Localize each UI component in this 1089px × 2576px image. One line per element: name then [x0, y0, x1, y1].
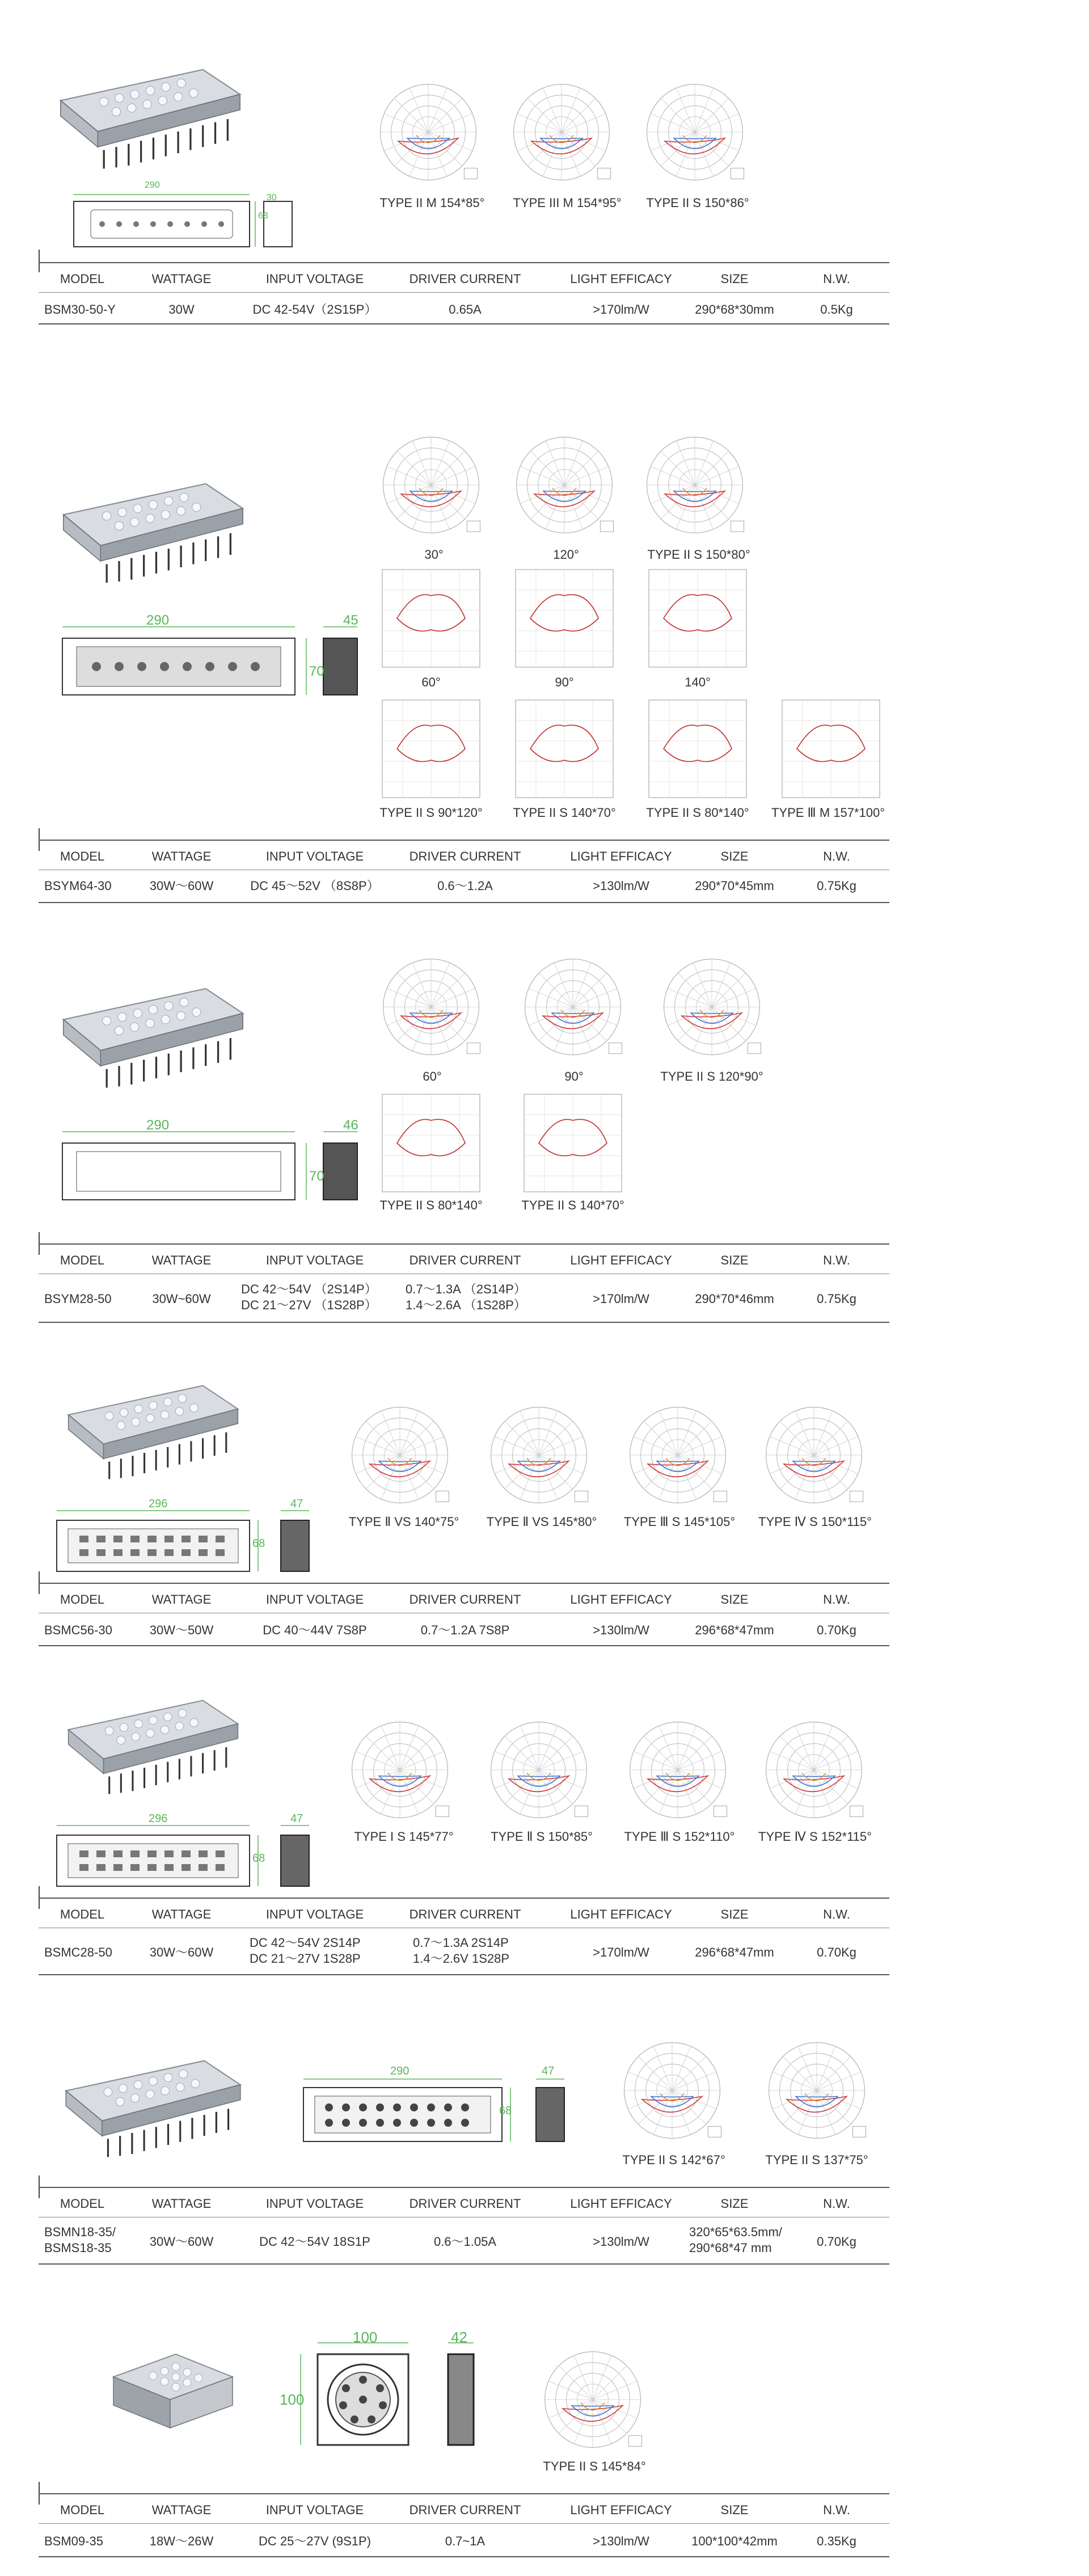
curve-caption-1-1: TYPE II M 154*85°	[379, 196, 485, 210]
dim-height-6: 68	[499, 2105, 512, 2117]
header-model-7: MODEL	[60, 2503, 105, 2517]
product-image-5	[57, 1693, 250, 1801]
header-size-7: SIZE	[720, 2503, 749, 2517]
dim-depth-2: 45	[343, 613, 358, 628]
cell-voltage-4: DC 40～44V 7S8P	[263, 1623, 367, 1637]
cartesian-curve-2-4	[380, 567, 482, 669]
dim-depth-5: 47	[290, 1812, 303, 1825]
polar-curve-2-2	[510, 431, 618, 539]
dim-length-3: 290	[146, 1118, 170, 1133]
curve-caption-2-8: TYPE II S 140*70°	[513, 806, 616, 820]
header-size-6: SIZE	[720, 2196, 749, 2211]
polar-curve-4-1	[346, 1401, 454, 1509]
curve-caption-2-5: 90°	[555, 675, 574, 689]
header-voltage-2: INPUT VOLTAGE	[265, 849, 364, 863]
header-current-7: DRIVER CURRENT	[409, 2503, 521, 2517]
product-image-1	[48, 62, 252, 176]
rule-bottom-5	[39, 1974, 889, 1975]
dimension-drawing-7	[278, 2332, 527, 2456]
cell-wattage-1: 30W	[168, 302, 195, 317]
cell-efficacy-7: >130lm/W	[593, 2534, 649, 2548]
cell-nw-4: 0.70Kg	[817, 1623, 856, 1637]
header-nw-2: N.W.	[823, 849, 850, 863]
rule-bottom-3	[39, 1322, 889, 1323]
cell-model-7: BSM09-35	[44, 2534, 103, 2548]
cell-model-6a: BSMN18-35/	[44, 2225, 116, 2239]
cell-model-1: BSM30-50-Y	[44, 302, 116, 317]
product-image-2	[51, 477, 255, 590]
cell-current-3a: 0.7～1.3A （2S14P）	[406, 1282, 526, 1296]
rule-top-2	[39, 840, 889, 841]
header-wattage-3: WATTAGE	[151, 1253, 212, 1267]
header-voltage-5: INPUT VOLTAGE	[265, 1907, 364, 1921]
dim-length-6: 290	[390, 2065, 410, 2077]
dim-height-2: 70	[309, 664, 324, 679]
curve-caption-6-1: TYPE II S 142*67°	[622, 2153, 725, 2167]
curve-caption-2-7: TYPE II S 90*120°	[379, 806, 483, 820]
cell-voltage-3a: DC 42～54V （2S14P）	[241, 1282, 377, 1296]
dimension-drawing-6	[295, 2071, 579, 2150]
product-image-6	[54, 2054, 252, 2164]
curve-caption-1-2: TYPE III M 154*95°	[513, 196, 622, 210]
polar-curve-2-3	[641, 431, 749, 539]
cartesian-curve-2-8	[513, 698, 615, 800]
dimension-drawing-3	[57, 1120, 369, 1211]
header-voltage-7: INPUT VOLTAGE	[265, 2503, 364, 2517]
polar-curve-7-1	[539, 2346, 647, 2453]
header-efficacy-4: LIGHT EFFICACY	[570, 1592, 672, 1607]
dim-depth-7: 42	[451, 2329, 467, 2346]
rule-mid-7	[39, 2523, 889, 2524]
cell-size-5: 296*68*47mm	[695, 1945, 774, 1959]
rule-bottom-1	[39, 323, 889, 324]
polar-curve-5-2	[485, 1716, 593, 1824]
polar-curve-3-1	[377, 953, 485, 1061]
cell-current-7: 0.7~1A	[445, 2534, 486, 2548]
dim-length-4: 296	[149, 1498, 168, 1510]
polar-curve-1-2	[508, 78, 615, 186]
curve-caption-4-2: TYPE Ⅱ VS 145*80°	[486, 1515, 597, 1529]
header-size-5: SIZE	[720, 1907, 749, 1921]
cell-current-3b: 1.4～2.6A （1S28P）	[406, 1298, 526, 1312]
header-efficacy-2: LIGHT EFFICACY	[570, 849, 672, 863]
header-nw-7: N.W.	[823, 2503, 850, 2517]
curve-caption-2-10: TYPE Ⅲ M 157*100°	[771, 806, 885, 820]
polar-curve-1-3	[641, 78, 749, 186]
rule-bottom-6	[39, 2263, 889, 2265]
header-wattage-4: WATTAGE	[151, 1592, 212, 1607]
cell-wattage-2: 30W～60W	[149, 879, 214, 893]
header-current-1: DRIVER CURRENT	[409, 272, 521, 286]
cell-wattage-4: 30W～50W	[149, 1623, 214, 1637]
dim-height-5: 68	[252, 1852, 265, 1865]
header-efficacy-1: LIGHT EFFICACY	[570, 272, 672, 286]
cell-nw-3: 0.75Kg	[817, 1292, 856, 1306]
dim-height-3: 70	[309, 1169, 324, 1184]
rule-bottom-2	[39, 902, 889, 903]
cell-size-6a: 320*65*63.5mm/	[689, 2225, 782, 2239]
header-model-6: MODEL	[60, 2196, 105, 2211]
dimension-drawing-4	[51, 1500, 323, 1580]
header-wattage-1: WATTAGE	[151, 272, 212, 286]
polar-curve-4-3	[624, 1401, 732, 1509]
polar-curve-5-1	[346, 1716, 454, 1824]
dim-depth-6: 47	[542, 2065, 555, 2077]
cell-model-6b: BSMS18-35	[44, 2241, 112, 2255]
rule-top-3	[39, 1243, 889, 1245]
polar-curve-6-1	[618, 2037, 726, 2144]
cell-voltage-1: DC 42-54V（2S15P）	[252, 302, 377, 317]
header-voltage-4: INPUT VOLTAGE	[265, 1592, 364, 1607]
header-current-6: DRIVER CURRENT	[409, 2196, 521, 2211]
header-model-5: MODEL	[60, 1907, 105, 1921]
polar-curve-4-4	[760, 1401, 868, 1509]
cartesian-curve-3-4	[380, 1092, 482, 1194]
rule-bottom-4	[39, 1645, 889, 1646]
curve-caption-2-9: TYPE II S 80*140°	[646, 806, 749, 820]
cell-current-2: 0.6～1.2A	[437, 879, 493, 893]
cell-efficacy-2: >130lm/W	[593, 879, 649, 893]
rule-top-6	[39, 2187, 889, 2188]
header-current-2: DRIVER CURRENT	[409, 849, 521, 863]
polar-curve-6-2	[763, 2037, 871, 2144]
cell-efficacy-6: >130lm/W	[593, 2234, 649, 2249]
cell-nw-1: 0.5Kg	[820, 302, 853, 317]
cartesian-curve-2-7	[380, 698, 482, 800]
polar-curve-4-2	[485, 1401, 593, 1509]
cell-voltage-6: DC 42～54V 18S1P	[259, 2234, 370, 2249]
cartesian-curve-2-5	[513, 567, 615, 669]
dim-depth-4: 47	[290, 1498, 303, 1510]
cell-voltage-3b: DC 21～27V （1S28P）	[241, 1298, 377, 1312]
curve-caption-2-6: 140°	[685, 675, 711, 689]
rule-top-1	[39, 262, 889, 263]
header-voltage-1: INPUT VOLTAGE	[265, 272, 364, 286]
rule-mid-1	[39, 292, 889, 293]
dim-depth-1: 30	[267, 193, 277, 203]
header-nw-3: N.W.	[823, 1253, 850, 1267]
cell-size-3: 290*70*46mm	[695, 1292, 774, 1306]
cell-wattage-6: 30W～60W	[149, 2234, 214, 2249]
dim-length-2: 290	[146, 613, 170, 628]
cross-mark-1	[39, 250, 40, 272]
dimension-drawing-5	[51, 1815, 323, 1895]
cell-efficacy-3: >170lm/W	[593, 1292, 649, 1306]
polar-curve-1-1	[374, 78, 482, 186]
curve-caption-4-4: TYPE Ⅳ S 150*115°	[758, 1515, 872, 1529]
curve-caption-2-2: 120°	[553, 547, 579, 562]
cell-size-7: 100*100*42mm	[691, 2534, 778, 2548]
cell-efficacy-5: >170lm/W	[593, 1945, 649, 1959]
cell-voltage-7: DC 25～27V (9S1P)	[258, 2534, 372, 2548]
cell-nw-2: 0.75Kg	[817, 879, 856, 893]
header-wattage-6: WATTAGE	[151, 2196, 212, 2211]
dim-depth-3: 46	[343, 1118, 358, 1133]
polar-curve-2-1	[377, 431, 485, 539]
curve-caption-2-4: 60°	[421, 675, 441, 689]
cell-size-6b: 290*68*47 mm	[689, 2241, 772, 2255]
dim-height-1: 68	[258, 211, 268, 221]
header-nw-4: N.W.	[823, 1592, 850, 1607]
cartesian-curve-2-10	[780, 698, 882, 800]
header-model-4: MODEL	[60, 1592, 105, 1607]
polar-curve-3-3	[658, 953, 766, 1061]
rule-top-4	[39, 1583, 889, 1584]
cell-efficacy-1: >170lm/W	[593, 302, 649, 317]
cell-size-4: 296*68*47mm	[695, 1623, 774, 1637]
product-image-4	[57, 1378, 250, 1486]
rule-top-5	[39, 1898, 889, 1899]
cell-voltage-2: DC 45～52V （8S8P）	[250, 879, 379, 893]
curve-caption-4-1: TYPE Ⅱ VS 140*75°	[348, 1515, 459, 1529]
cell-current-6: 0.6～1.05A	[433, 2234, 497, 2249]
cell-current-4: 0.7～1.2A 7S8P	[420, 1623, 510, 1637]
curve-caption-5-1: TYPE I S 145*77°	[354, 1829, 454, 1844]
cell-current-5a: 0.7～1.3A 2S14P	[413, 1936, 509, 1950]
curve-caption-5-3: TYPE Ⅲ S 152*110°	[624, 1829, 735, 1844]
header-wattage-5: WATTAGE	[151, 1907, 212, 1921]
header-model-3: MODEL	[60, 1253, 105, 1267]
curve-caption-3-4: TYPE II S 80*140°	[379, 1198, 483, 1212]
cell-wattage-7: 18W～26W	[149, 2534, 214, 2548]
cell-size-2: 290*70*45mm	[695, 879, 774, 893]
curve-caption-3-5: TYPE II S 140*70°	[521, 1198, 624, 1212]
header-size-2: SIZE	[720, 849, 749, 863]
product-image-3	[51, 981, 255, 1095]
cell-nw-6: 0.70Kg	[817, 2234, 856, 2249]
cell-model-2: BSYM64-30	[44, 879, 112, 893]
cell-current-5b: 1.4～2.6V 1S28P	[413, 1951, 510, 1966]
cell-current-1: 0.65A	[449, 302, 482, 317]
curve-caption-7-1: TYPE II S 145*84°	[543, 2459, 646, 2473]
cell-voltage-5a: DC 42～54V 2S14P	[250, 1936, 361, 1950]
curve-caption-3-1: 60°	[423, 1069, 442, 1083]
header-nw-1: N.W.	[823, 272, 850, 286]
dimension-drawing-2	[57, 615, 369, 706]
header-model-1: MODEL	[60, 272, 105, 286]
cell-nw-7: 0.35Kg	[817, 2534, 856, 2548]
cell-model-5: BSMC28-50	[44, 1945, 112, 1959]
curve-caption-1-3: TYPE II S 150*86°	[646, 196, 749, 210]
header-current-5: DRIVER CURRENT	[409, 1907, 521, 1921]
header-current-4: DRIVER CURRENT	[409, 1592, 521, 1607]
cell-wattage-3: 30W~60W	[152, 1292, 211, 1306]
cell-size-1: 290*68*30mm	[695, 302, 774, 317]
dim-height-7: 100	[280, 2391, 305, 2408]
curve-caption-3-3: TYPE II S 120*90°	[660, 1069, 763, 1083]
header-efficacy-6: LIGHT EFFICACY	[570, 2196, 672, 2211]
dim-length-7: 100	[353, 2329, 378, 2346]
header-efficacy-5: LIGHT EFFICACY	[570, 1907, 672, 1921]
curve-caption-4-3: TYPE Ⅲ S 145*105°	[623, 1515, 736, 1529]
polar-curve-3-2	[519, 953, 627, 1061]
header-size-3: SIZE	[720, 1253, 749, 1267]
header-efficacy-7: LIGHT EFFICACY	[570, 2503, 672, 2517]
rule-bottom-7	[39, 2556, 889, 2557]
rule-top-7	[39, 2493, 889, 2494]
header-nw-6: N.W.	[823, 2196, 850, 2211]
cartesian-curve-3-5	[522, 1092, 624, 1194]
header-size-4: SIZE	[720, 1592, 749, 1607]
header-model-2: MODEL	[60, 849, 105, 863]
header-voltage-6: INPUT VOLTAGE	[265, 2196, 364, 2211]
cell-model-4: BSMC56-30	[44, 1623, 112, 1637]
dim-height-4: 68	[252, 1537, 265, 1550]
curve-caption-5-4: TYPE Ⅳ S 152*115°	[758, 1829, 872, 1844]
cartesian-curve-2-9	[647, 698, 749, 800]
cell-wattage-5: 30W～60W	[149, 1945, 214, 1959]
cell-efficacy-4: >130lm/W	[593, 1623, 649, 1637]
header-nw-5: N.W.	[823, 1907, 850, 1921]
curve-caption-6-2: TYPE II S 137*75°	[765, 2153, 868, 2167]
header-current-3: DRIVER CURRENT	[409, 1253, 521, 1267]
header-voltage-3: INPUT VOLTAGE	[265, 1253, 364, 1267]
header-efficacy-3: LIGHT EFFICACY	[570, 1253, 672, 1267]
cell-model-3: BSYM28-50	[44, 1292, 112, 1306]
header-wattage-2: WATTAGE	[151, 849, 212, 863]
cell-voltage-5b: DC 21～27V 1S28P	[250, 1951, 361, 1966]
cell-nw-5: 0.70Kg	[817, 1945, 856, 1959]
curve-caption-5-2: TYPE Ⅱ S 150*85°	[491, 1829, 593, 1844]
curve-caption-2-3: TYPE II S 150*80°	[647, 547, 750, 562]
dim-length-1: 290	[145, 180, 160, 190]
curve-caption-2-1: 30°	[424, 547, 444, 562]
header-size-1: SIZE	[720, 272, 749, 286]
header-wattage-7: WATTAGE	[151, 2503, 212, 2517]
polar-curve-5-3	[624, 1716, 732, 1824]
dim-length-5: 296	[149, 1812, 168, 1825]
polar-curve-5-4	[760, 1716, 868, 1824]
product-image-7	[108, 2343, 238, 2439]
curve-caption-3-2: 90°	[564, 1069, 584, 1083]
cartesian-curve-2-6	[647, 567, 749, 669]
